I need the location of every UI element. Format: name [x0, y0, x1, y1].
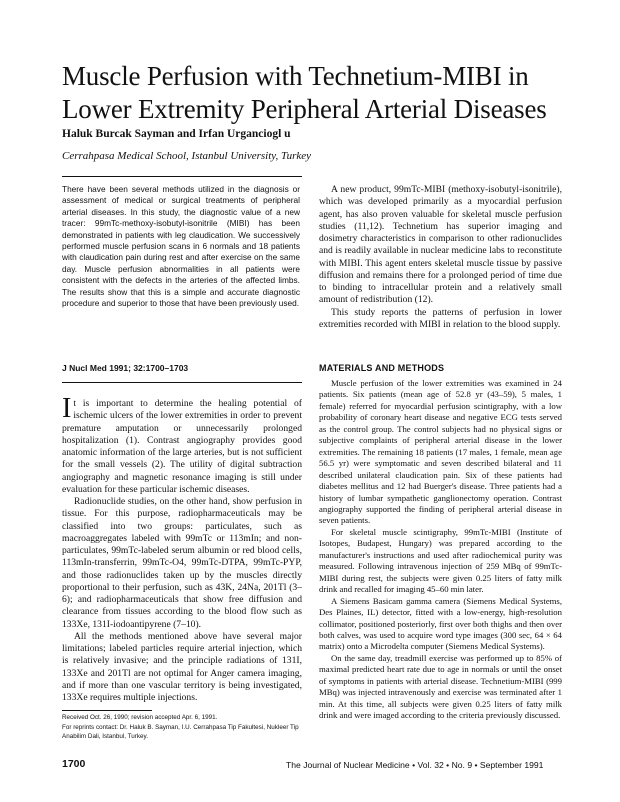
- intro-paragraph-2: Radionuclide studies, on the other hand, show perfusion in tissue. For this purpose, radiopharmaceuticals may be classified into two groups: particulates, such as macroaggregates labeled with 99mTc or 113mIn; and non-particulates, 99mTc-labeled serum albumin or red blood cells, 113mIn-transferrin, 99mTc-O4, 99mTc-DTPA, 99mTc-PYP, and those radionuclides taken up by the muscles directly proportional to their perfusion, such as 43K, 24Na, 201Tl (3–6); and radiopharmaceuticals that show free diffusion and clearance from tissues according to the blood flow such as 133Xe, 131I-iodoantipyrene (7–10).: [62, 496, 302, 630]
- methods-paragraph-3: A Siemens Basicam gamma camera (Siemens Medical Systems, Des Plaines, IL) detector, fitted with a low-energy, high-resolution collimator, positioned posteriorly, first over both thighs and then over both calves, was used to acquire word type images (300 sec, 64 × 64 matrix) onto a Microdelta computer (Siemens Medical Systems).: [319, 595, 562, 652]
- intro-paragraph-1-text: t is important to determine the healing potential of ischemic ulcers of the lower extremities in order to prevent premature amputation or unnecessarily prolonged hospitalization (1). Contrast angiography provides good anatomic information of the large arteries, but is not sufficient for the small vessels (2). The utility of digital subtraction angiography and magnetic resonance imaging is still under evaluation for these particular ischemic diseases.: [62, 398, 302, 495]
- intro-paragraph-3: All the methods mentioned above have several major limitations; labeled particles require arterial injection, which is relatively invasive; and the principle radiations of 131I, 133Xe and 201Tl are not optimal for Anger camera imaging, and if more than one vascular territory is being investigated, 133Xe requires multiple injections.: [62, 630, 302, 703]
- methods-paragraph-2: For skeletal muscle scintigraphy, 99mTc-MIBI (Institute of Isotopes, Budapest, Hungary) was prepared according to the manufacturer's instructions and used after radiochemical purity was measured. Following intravenous injection of 259 MBq of 99mTc-MIBI during rest, the subjects were given 0.25 liters of fatty milk drink and recalled for imaging 45–60 min later.: [319, 526, 562, 595]
- footnote-received: Received Oct. 26, 1990; revision accepted Apr. 6, 1991.: [62, 714, 218, 721]
- right-paragraph-2: This study reports the patterns of perfusion in lower extremities recorded with MIBI in relation to the blood supply.: [319, 306, 562, 330]
- intro-column: [62, 393, 302, 704]
- methods-paragraph-4: On the same day, treadmill exercise was performed up to 85% of maximal predicted heart rate due to age in normals or until the onset of symptoms in patients with arterial disease. Technetium-MIBI (999 MBq) was injected intravenously and exercise was terminated after 1 min. At this time, all subjects were given 0.25 liters of fatty milk drink and were imaged according to the criteria previously discussed.: [319, 652, 562, 721]
- methods-paragraph-1: Muscle perfusion of the lower extremities was examined in 24 patients. Six patients (mean age of 52.8 yr (43–59), 5 males, 1 female) referred for myocardial perfusion scintigraphy, with a low probability of coronary heart disease and negative ECG tests served as the control group. The control subjects had no physical signs or subjective complaints of peripheral arterial disease in the lower extremities. The remaining 18 patients (17 males, 1 female, mean age 56.5 yr) were symptomatic and seven described bilateral and 11 described unilateral claudication pain. Six of these patients had diabetes mellitus and 12 had Buerger's disease. Three patients had a history of lumbar sympathetic ganglionectomy operation. Contrast angiography supported the finding of peripheral arterial disease in seven patients.: [319, 378, 562, 526]
- abstract: There have been several methods utilized in the diagnosis or assessment of medical or surgical treatments of peripheral arterial diseases. In this study, the diagnostic value of a new tracer: 99mTc-methoxy-isobutyl-isonitrile (MIBI) has been demonstrated in patients with leg claudication. We successively performed muscle perfusion scans in 6 normals and 18 patients with claudication pain during rest and after exercise on the same day. Muscle perfusion abnormalities in all patients were consistent with the defects in the arteries of the affected limbs. The results show that this is a simple and accurate diagnostic procedure and superior to those that have been previously used.: [62, 184, 300, 309]
- abstract-top-rule: [62, 176, 302, 177]
- methods-column: [319, 378, 562, 722]
- footnote-rule: [62, 710, 152, 711]
- article-title: Muscle Perfusion with Technetium-MIBI in Lower Extremity Peripheral Arterial Diseases: [62, 61, 547, 124]
- section-heading-methods: MATERIALS AND METHODS: [319, 363, 445, 373]
- intro-paragraph-1: [62, 393, 302, 496]
- citation: J Nucl Med 1991; 32:1700–1703: [62, 363, 189, 373]
- footnote-reprints: For reprints contact: Dr. Haluk B. Sayman, I.U. Cerrahpasa Tip Fakultesi, Nukleer Tip Anabilim Dali, Istanbul, Turkey.: [62, 724, 299, 740]
- right-paragraph-1: A new product, 99mTc-MIBI (methoxy-isobutyl-isonitrile), which was developed primarily as a myocardial perfusion agent, has also proven valuable for skeletal muscle perfusion studies (11,12). Technetium has superior imaging and dosimetry characteristics in comparison to other radionuclides and is readily available in nuclear medicine labs to reconstitute with MIBI. This agent enters skeletal muscle tissue by passive diffusion and remains there for a prolonged period of time due to binding to intracellular protein and a relatively small amount of redistribution (12).: [319, 184, 562, 306]
- page-number: 1700: [62, 758, 86, 770]
- right-top-column: [319, 184, 562, 331]
- affiliation: Cerrahpasa Medical School, Istanbul University, Turkey: [62, 150, 311, 162]
- journal-footer: The Journal of Nuclear Medicine • Vol. 32 • No. 9 • September 1991: [286, 760, 544, 770]
- abstract-bottom-rule: [62, 382, 302, 383]
- authors: Haluk Burcak Sayman and Irfan Urganciogl u: [62, 128, 291, 140]
- dropcap: I: [62, 393, 72, 424]
